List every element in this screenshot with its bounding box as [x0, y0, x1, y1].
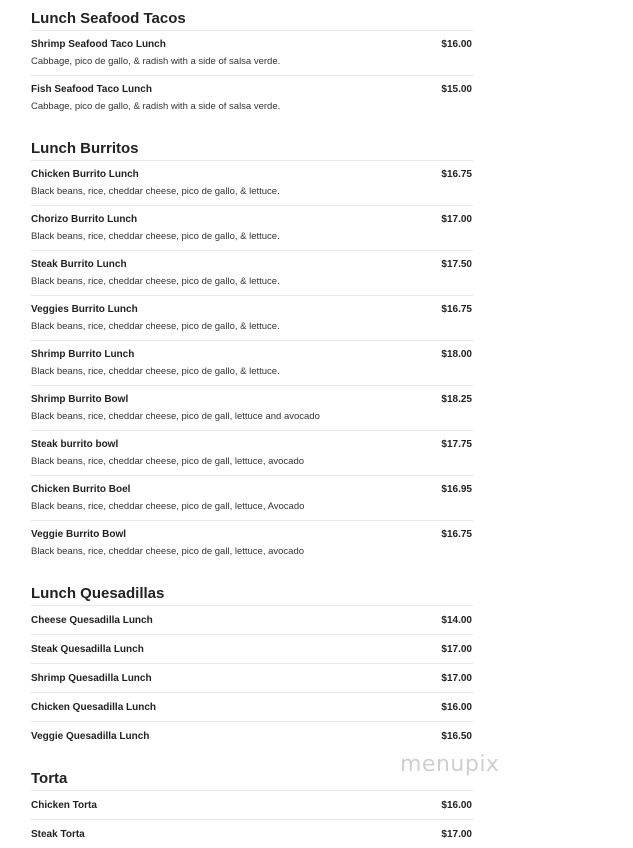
item-price: $16.95 — [441, 484, 472, 495]
item-name: Veggie Burrito Bowl — [31, 529, 127, 540]
menu-item[interactable] — [31, 341, 473, 386]
item-name: Veggies Burrito Lunch — [31, 304, 138, 315]
menu-item[interactable] — [31, 206, 473, 251]
item-price: $16.00 — [441, 800, 472, 811]
item-price: $16.75 — [441, 169, 472, 180]
menu-item[interactable] — [31, 386, 473, 431]
menu-item[interactable] — [31, 476, 473, 521]
section-lunch-seafood-tacos — [31, 8, 473, 120]
item-name: Chicken Burrito Lunch — [31, 169, 139, 180]
item-description: Black beans, rice, cheddar cheese, pico de gallo, & lettuce. — [31, 366, 280, 377]
item-price: $18.25 — [441, 394, 472, 405]
item-price: $17.00 — [441, 214, 472, 225]
item-name: Shrimp Quesadilla Lunch — [31, 673, 152, 684]
section-lunch-quesadillas — [31, 583, 473, 750]
menu-item[interactable] — [31, 722, 473, 750]
menu-item[interactable] — [31, 296, 473, 341]
item-description: Black beans, rice, cheddar cheese, pico de gall, lettuce, Avocado — [31, 501, 305, 512]
item-description: Black beans, rice, cheddar cheese, pico de gall, lettuce, avocado — [31, 546, 305, 557]
item-price: $17.50 — [441, 259, 472, 270]
item-description: Cabbage, pico de gallo, & radish with a side of salsa verde. — [31, 56, 281, 67]
menu-item[interactable] — [31, 664, 473, 693]
item-price: $16.00 — [441, 39, 472, 50]
item-name: Steak Burrito Lunch — [31, 259, 127, 270]
item-name: Shrimp Seafood Taco Lunch — [31, 39, 166, 50]
item-description: Black beans, rice, cheddar cheese, pico de gall, lettuce and avocado — [31, 411, 320, 422]
menu-item[interactable] — [31, 791, 473, 820]
menu-item[interactable] — [31, 31, 473, 76]
section-title: Torta — [31, 768, 473, 791]
section-lunch-burritos — [31, 138, 473, 565]
item-price: $17.00 — [441, 644, 472, 655]
item-description: Black beans, rice, cheddar cheese, pico de gallo, & lettuce. — [31, 321, 280, 332]
menu-item[interactable] — [31, 606, 473, 635]
item-description: Black beans, rice, cheddar cheese, pico de gallo, & lettuce. — [31, 276, 280, 287]
menu-item[interactable] — [31, 693, 473, 722]
menu — [31, 8, 473, 848]
item-name: Veggie Quesadilla Lunch — [31, 731, 150, 742]
item-price: $16.50 — [441, 731, 472, 742]
menu-item[interactable] — [31, 161, 473, 206]
item-name: Steak Torta — [31, 829, 85, 840]
item-name: Cheese Quesadilla Lunch — [31, 615, 153, 626]
section-title: Lunch Quesadillas — [31, 583, 473, 606]
item-description: Cabbage, pico de gallo, & radish with a side of salsa verde. — [31, 101, 281, 112]
item-price: $14.00 — [441, 615, 472, 626]
menu-item[interactable] — [31, 521, 473, 565]
item-name: Chicken Torta — [31, 800, 97, 811]
item-price: $16.75 — [441, 529, 472, 540]
item-description: Black beans, rice, cheddar cheese, pico de gallo, & lettuce. — [31, 231, 280, 242]
item-name: Fish Seafood Taco Lunch — [31, 84, 152, 95]
menu-item[interactable] — [31, 76, 473, 120]
section-torta — [31, 768, 473, 848]
item-price: $15.00 — [441, 84, 472, 95]
item-name: Shrimp Burrito Lunch — [31, 349, 135, 360]
item-name: Steak Quesadilla Lunch — [31, 644, 144, 655]
item-name: Chicken Quesadilla Lunch — [31, 702, 157, 713]
item-price: $17.00 — [441, 829, 472, 840]
item-name: Steak burrito bowl — [31, 439, 119, 450]
menu-item[interactable] — [31, 820, 473, 848]
item-price: $17.75 — [441, 439, 472, 450]
item-price: $18.00 — [441, 349, 472, 360]
item-name: Chicken Burrito Boel — [31, 484, 131, 495]
item-name: Shrimp Burrito Bowl — [31, 394, 129, 405]
menu-item[interactable] — [31, 251, 473, 296]
menu-item[interactable] — [31, 635, 473, 664]
item-price: $17.00 — [441, 673, 472, 684]
section-title: Lunch Burritos — [31, 138, 473, 161]
item-name: Chorizo Burrito Lunch — [31, 214, 138, 225]
watermark-logo: menupix — [400, 752, 500, 777]
item-price: $16.00 — [441, 702, 472, 713]
item-description: Black beans, rice, cheddar cheese, pico de gall, lettuce, avocado — [31, 456, 305, 467]
item-description: Black beans, rice, cheddar cheese, pico de gallo, & lettuce. — [31, 186, 280, 197]
section-title: Lunch Seafood Tacos — [31, 8, 473, 31]
item-price: $16.75 — [441, 304, 472, 315]
menu-item[interactable] — [31, 431, 473, 476]
